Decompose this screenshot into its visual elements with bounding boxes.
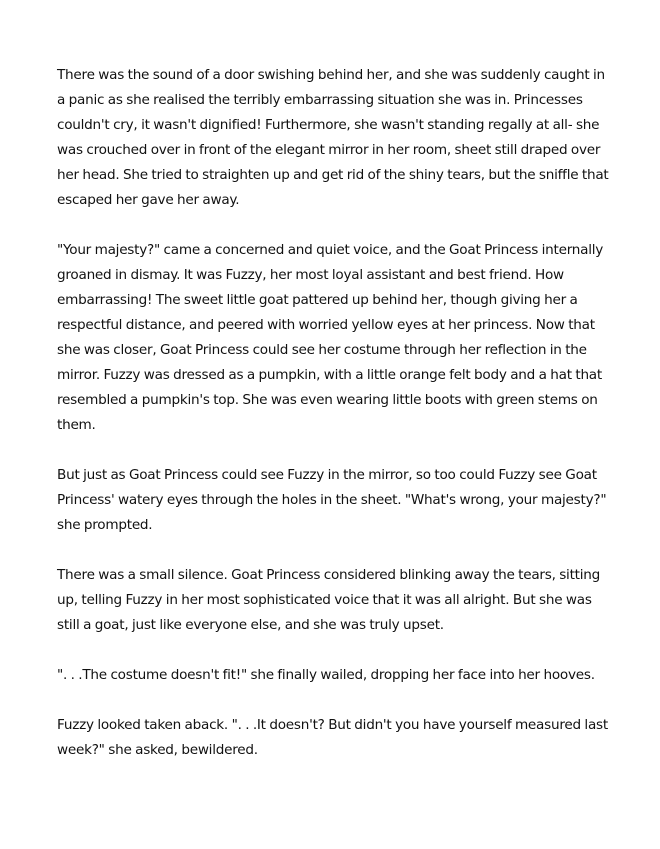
story-paragraph-2: "Your majesty?" came a concerned and quiet voice, and the Goat Princess internally groaned in dismay. It was Fuzzy, her most loyal assistant and best friend. How embarrassing! The sweet little goat pattered up behind her, though giving her a respectful distance, and peered with worried yellow eyes at her princess. Now that she was closer, Goat Princess could see her costume through her reflection in the mirror. Fuzzy was dressed as a pumpkin, with a little orange felt body and a hat that resembled a pumpkin's top. She was even wearing little boots with green stems on them. <box>57 242 604 433</box>
story-paragraph-3: But just as Goat Princess could see Fuzzy in the mirror, so too could Fuzzy see Goat Princess' watery eyes through the holes in the sheet. "What's wrong, your majesty?" she prompted. <box>57 467 607 533</box>
story-paragraph-6: Fuzzy looked taken aback. ". . .It doesn't? But didn't you have yourself measured last week?" she asked, bewildered. <box>57 717 608 758</box>
story-page <box>57 63 615 788</box>
story-paragraph-5: ". . .The costume doesn't fit!" she finally wailed, dropping her face into her hooves. <box>57 667 595 683</box>
story-paragraph-4: There was a small silence. Goat Princess considered blinking away the tears, sitting up, telling Fuzzy in her most sophisticated voice that it was all alright. But she was still a goat, just like everyone else, and she was truly upset. <box>57 567 601 633</box>
story-paragraph-1: There was the sound of a door swishing behind her, and she was suddenly caught in a panic as she realised the terribly embarrassing situation she was in. Princesses couldn't cry, it wasn't dignified! Furthermore, she wasn't standing regally at all- she was crouched over in front of the elegant mirror in her room, sheet still draped over her head. She tried to straighten up and get rid of the shiny tears, but the sniffle that escaped her gave her away. <box>57 67 609 208</box>
